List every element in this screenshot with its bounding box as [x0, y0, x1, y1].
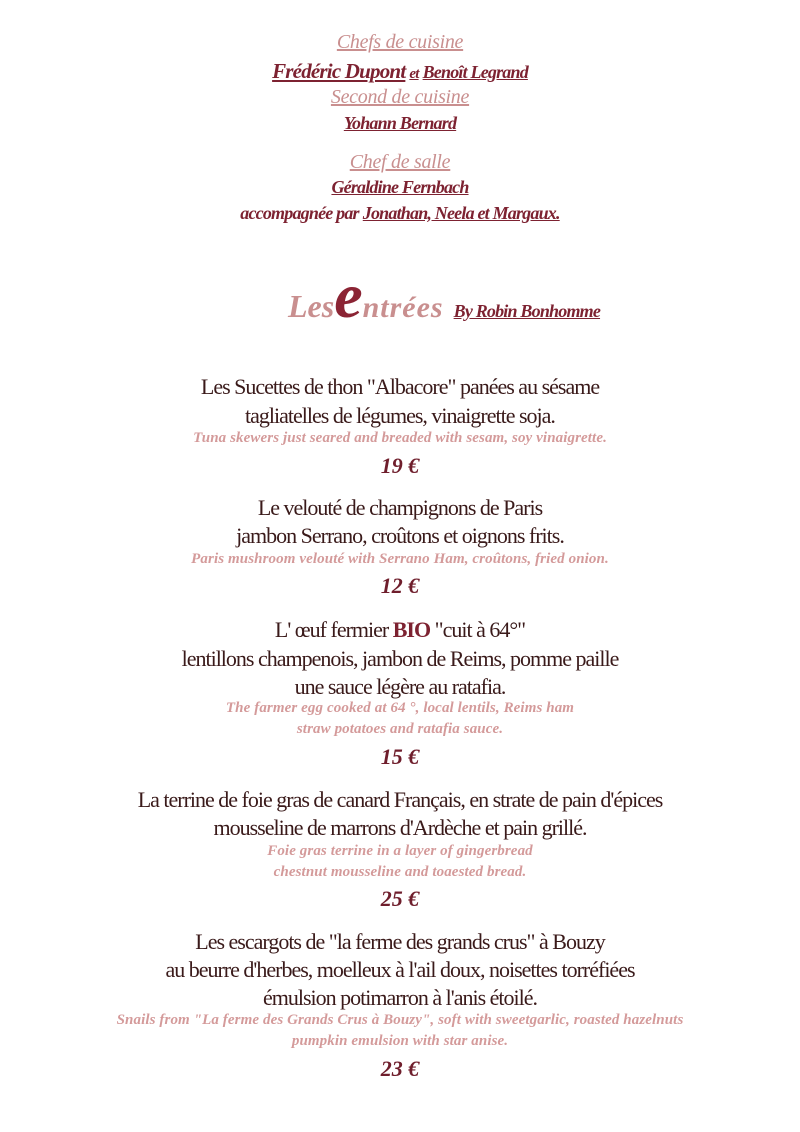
- dish-4-price: 25 €: [380, 886, 420, 911]
- chef-2-name: Benoît Legrand: [422, 62, 528, 82]
- dish-3-fr-line-3: une sauce légère au ratafia.: [294, 674, 506, 699]
- dish-5-en-line-1: Snails from "La ferme des Grands Crus à Bouzy", soft with sweetgarlic, roasted hazelnuts: [116, 1012, 684, 1028]
- accompanied-names: Jonathan, Neela et Margaux.: [362, 203, 560, 223]
- dish-1-fr-line-1: Les Sucettes de thon "Albacore" panées au sésame: [200, 374, 600, 399]
- dish-3-fr-pre: L' œuf fermier: [274, 617, 393, 642]
- second-label: Second de cuisine: [330, 86, 470, 108]
- dish-2-fr-line-1: Le velouté de champignons de Paris: [257, 495, 543, 520]
- salle-label: Chef de salle: [349, 151, 451, 173]
- second-name: Yohann Bernard: [343, 113, 457, 133]
- dish-2-price: 12 €: [380, 573, 420, 598]
- salle-team: [0, 203, 800, 224]
- heading-initial-e: e: [334, 260, 363, 331]
- dish-4-en-line-1: Foie gras terrine in a layer of gingerbread: [267, 843, 533, 859]
- dish-3-fr-line-2: lentillons champenois, jambon de Reims, pomme paille: [181, 646, 619, 671]
- heading-les: Les: [288, 288, 335, 324]
- dish-3-en-line-1: The farmer egg cooked at 64 °, local lentils, Reims ham: [225, 700, 575, 716]
- dish-3-en-line-2: straw potatoes and ratafia sauce.: [296, 721, 504, 737]
- chefs-label: Chefs de cuisine: [336, 31, 464, 53]
- dish-2-en-line-1: Paris mushroom velouté with Serrano Ham, croûtons, fried onion.: [191, 551, 609, 567]
- heading-author: By Robin Bonhomme: [453, 301, 601, 321]
- section-heading: [288, 260, 601, 331]
- dish-5-fr-line-1: Les escargots de "la ferme des grands crus" à Bouzy: [195, 929, 605, 954]
- dish-4-fr-line-2: mousseline de marrons d'Ardèche et pain grillé.: [213, 815, 587, 840]
- dish-4-fr-line-1: La terrine de foie gras de canard Français, en strate de pain d'épices: [137, 787, 663, 812]
- dish-5-en-line-2: pumpkin emulsion with star anise.: [291, 1033, 509, 1049]
- heading-ntrees: ntrées: [362, 291, 444, 324]
- dish-5-fr-line-3: émulsion potimarron à l'anis étoilé.: [262, 985, 538, 1010]
- salle-name: Géraldine Fernbach: [331, 177, 469, 197]
- dish-4-en-line-2: chestnut mousseline and toaested bread.: [273, 864, 527, 880]
- dish-1-price: 19 €: [380, 453, 420, 478]
- dish-3-fr-post: "cuit à 64°": [430, 617, 526, 642]
- dish-1-fr-line-2: tagliatelles de légumes, vinaigrette soja.: [245, 403, 555, 428]
- chefs-conjunction: et: [409, 66, 419, 82]
- chef-1-name: Frédéric Dupont: [272, 59, 406, 83]
- dish-5-fr-line-2: au beurre d'herbes, moelleux à l'ail doux, noisettes torréfiées: [165, 957, 635, 982]
- dish-5-price: 23 €: [380, 1056, 420, 1081]
- dish-2-fr-line-2: jambon Serrano, croûtons et oignons frits.: [236, 523, 564, 548]
- dish-3-price: 15 €: [380, 744, 420, 769]
- accompanied-prefix: accompagnée par: [240, 203, 359, 223]
- bio-label: BIO: [392, 617, 431, 642]
- dish-3-fr-line-1: [0, 617, 800, 643]
- head-chefs: [0, 59, 800, 84]
- dish-1-en-line-1: Tuna skewers just seared and breaded with sesam, soy vinaigrette.: [193, 430, 607, 446]
